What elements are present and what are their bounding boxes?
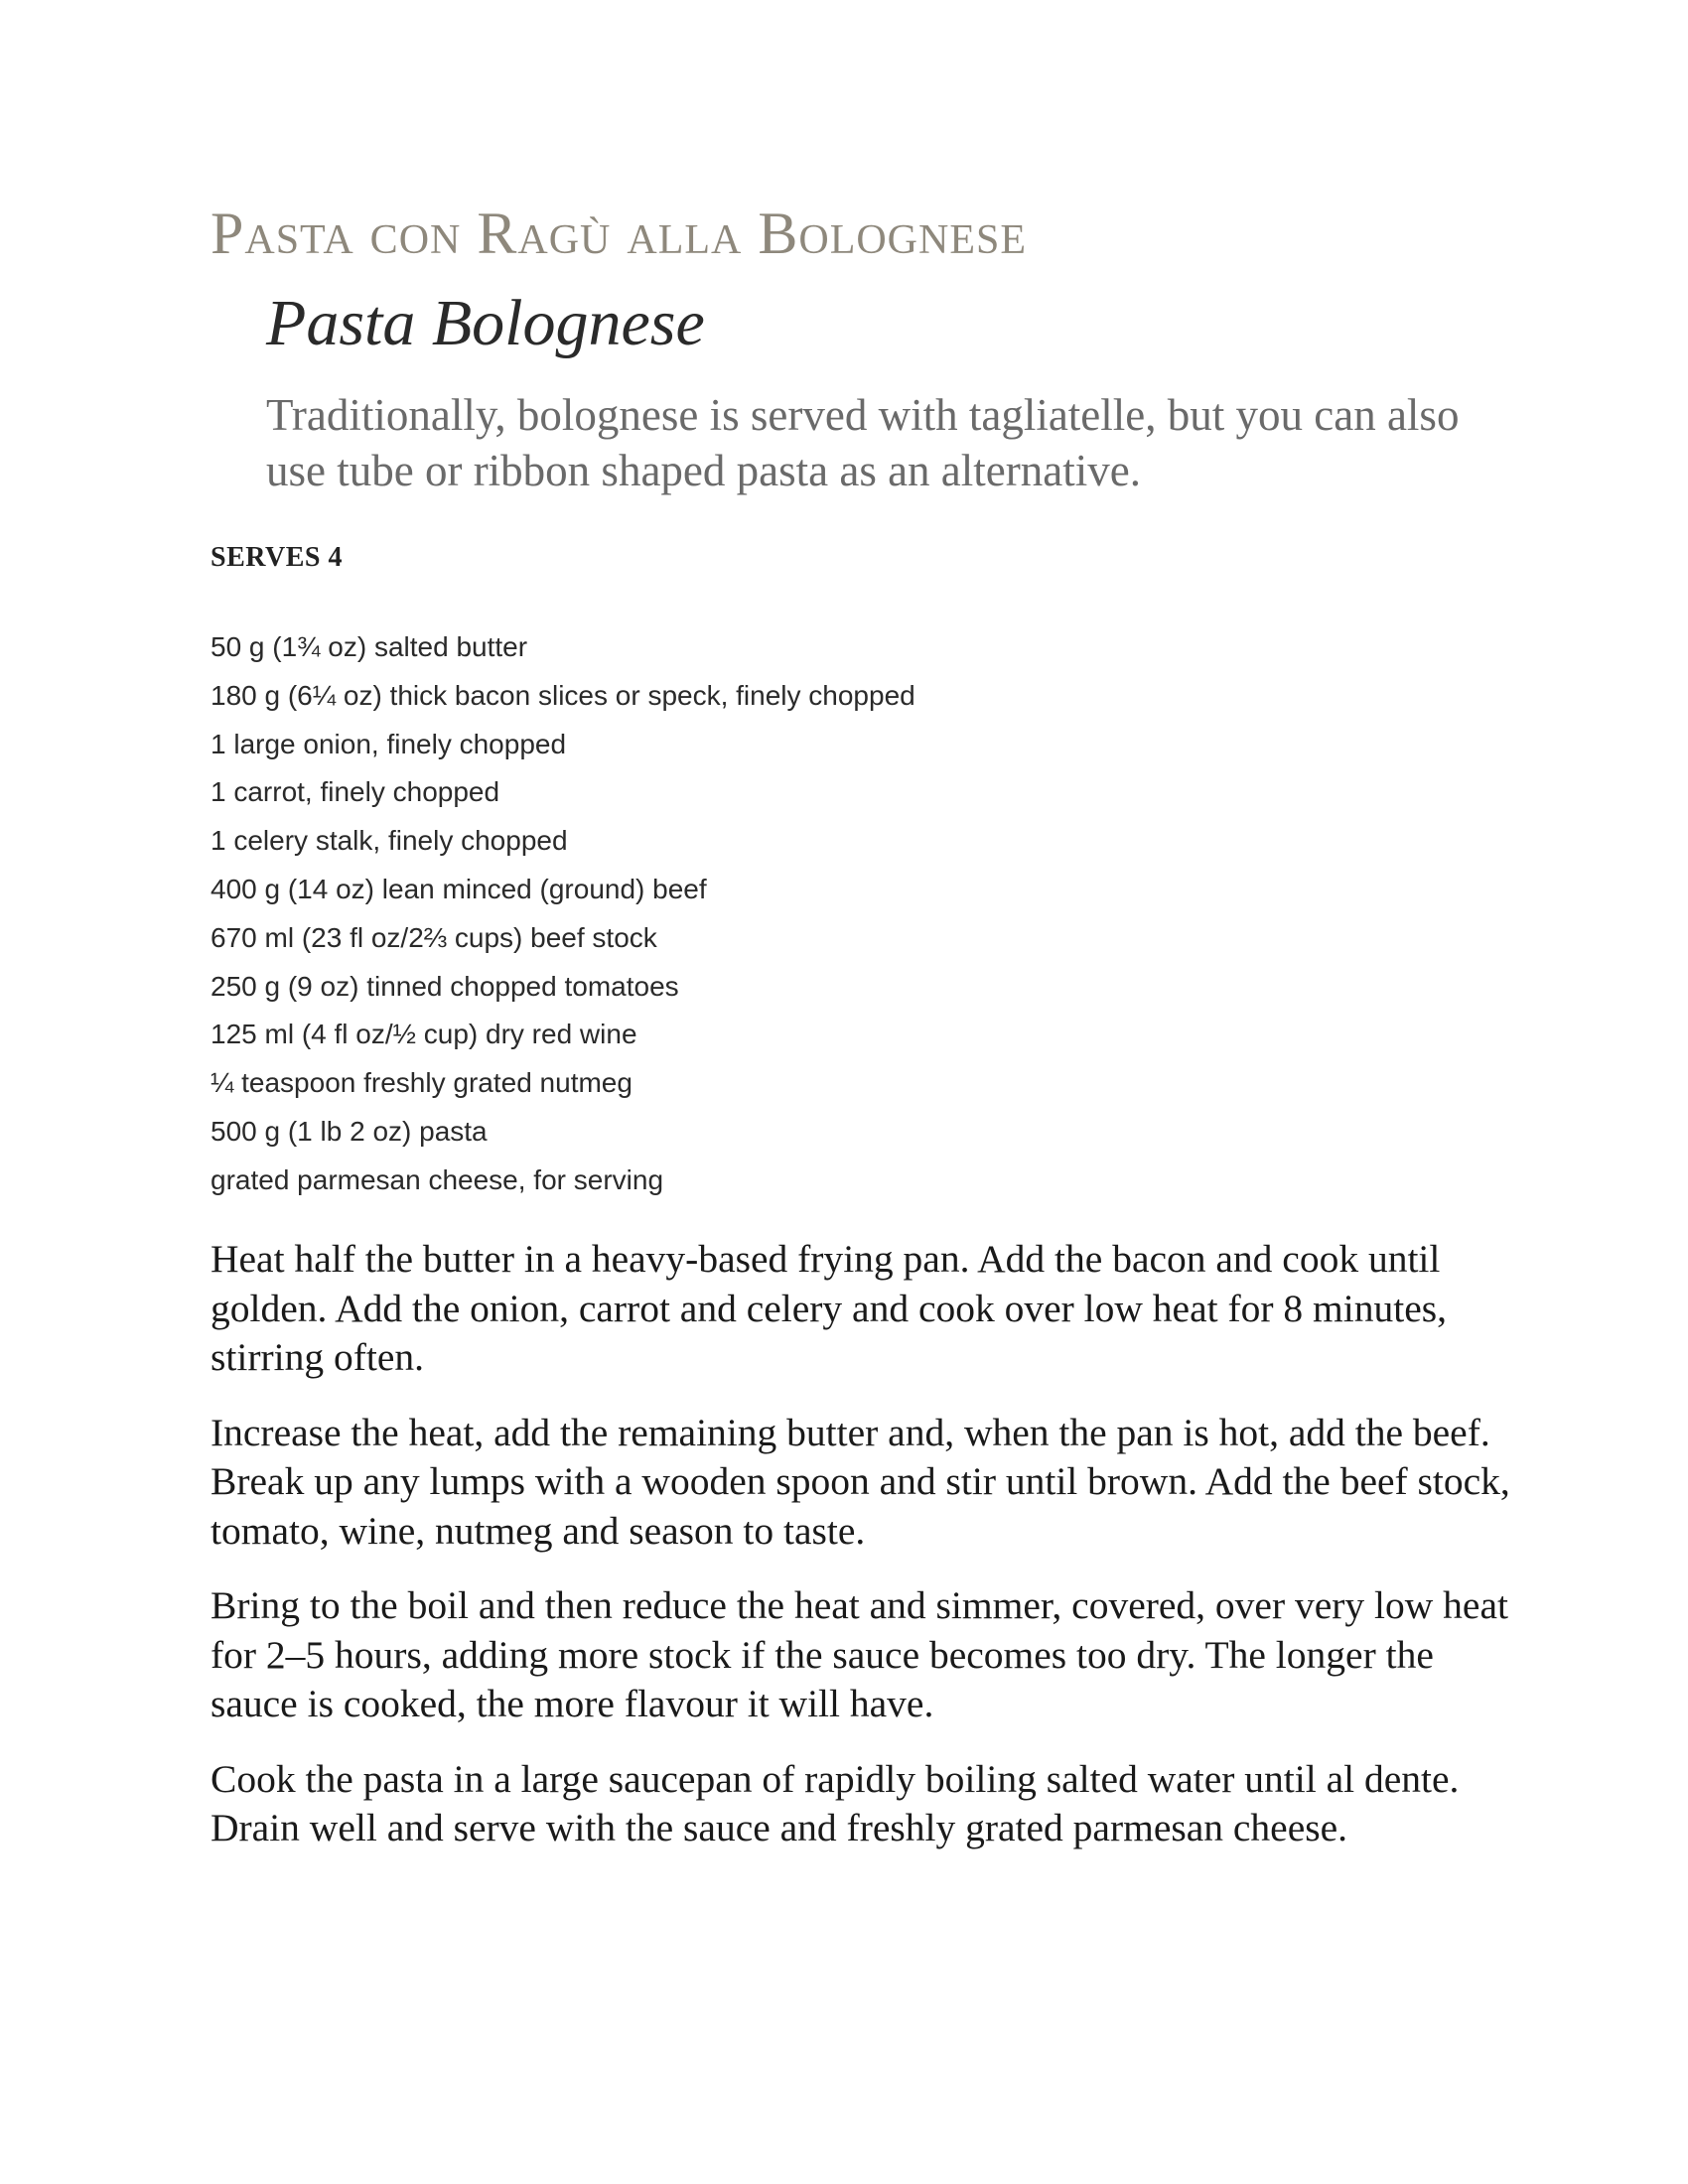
ingredient-item: 180 g (6¼ oz) thick bacon slices or speck, finely chopped	[211, 679, 915, 711]
ingredient-item: 1 carrot, finely chopped	[211, 776, 500, 808]
ingredient-item: 250 g (9 oz) tinned chopped tomatoes	[211, 970, 679, 1002]
ingredient-item: 1 large onion, finely chopped	[211, 728, 567, 759]
method-section	[211, 1235, 1511, 1879]
ingredient-item: 125 ml (4 fl oz/½ cup) dry red wine	[211, 1019, 637, 1050]
ingredients-list	[211, 623, 915, 1205]
italian-title: Pasta con Ragù alla Bolognese	[211, 201, 1028, 266]
ingredient-item: 1 celery stalk, finely chopped	[211, 825, 568, 857]
ingredient-item: 50 g (1¾ oz) salted butter	[211, 631, 528, 662]
method-step: Heat half the butter in a heavy-based frying pan. Add the bacon and cook until golden. Add the onion, carrot and celery and cook over low heat for 8 minutes, stirring often.	[211, 1237, 1447, 1379]
method-step: Increase the heat, add the remaining butter and, when the pan is hot, add the beef. Break up any lumps with a wooden spoon and stir until brown. Add the beef stock, tomato, wine, nutmeg and season to taste.	[211, 1410, 1510, 1553]
method-step: Bring to the boil and then reduce the heat and simmer, covered, over very low heat for 2–5 hours, adding more stock if the sauce becomes too dry. The longer the sauce is cooked, the more flavour it will have.	[211, 1583, 1508, 1725]
ingredient-item: grated parmesan cheese, for serving	[211, 1163, 664, 1195]
serves-label: SERVES 4	[211, 542, 343, 573]
english-title: Pasta Bolognese	[266, 287, 705, 359]
ingredient-item: 670 ml (23 fl oz/2⅔ cups) beef stock	[211, 921, 657, 953]
method-step: Cook the pasta in a large saucepan of rapidly boiling salted water until al dente. Drain well and serve with the sauce and freshly grated parmesan cheese.	[211, 1756, 1460, 1849]
recipe-intro: Traditionally, bolognese is served with tagliatelle, but you can also use tube or ribbon shaped pasta as an alternative.	[266, 390, 1460, 495]
ingredient-item: 500 g (1 lb 2 oz) pasta	[211, 1115, 488, 1147]
ingredient-item: ¼ teaspoon freshly grated nutmeg	[211, 1067, 633, 1099]
ingredient-item: 400 g (14 oz) lean minced (ground) beef	[211, 873, 707, 904]
